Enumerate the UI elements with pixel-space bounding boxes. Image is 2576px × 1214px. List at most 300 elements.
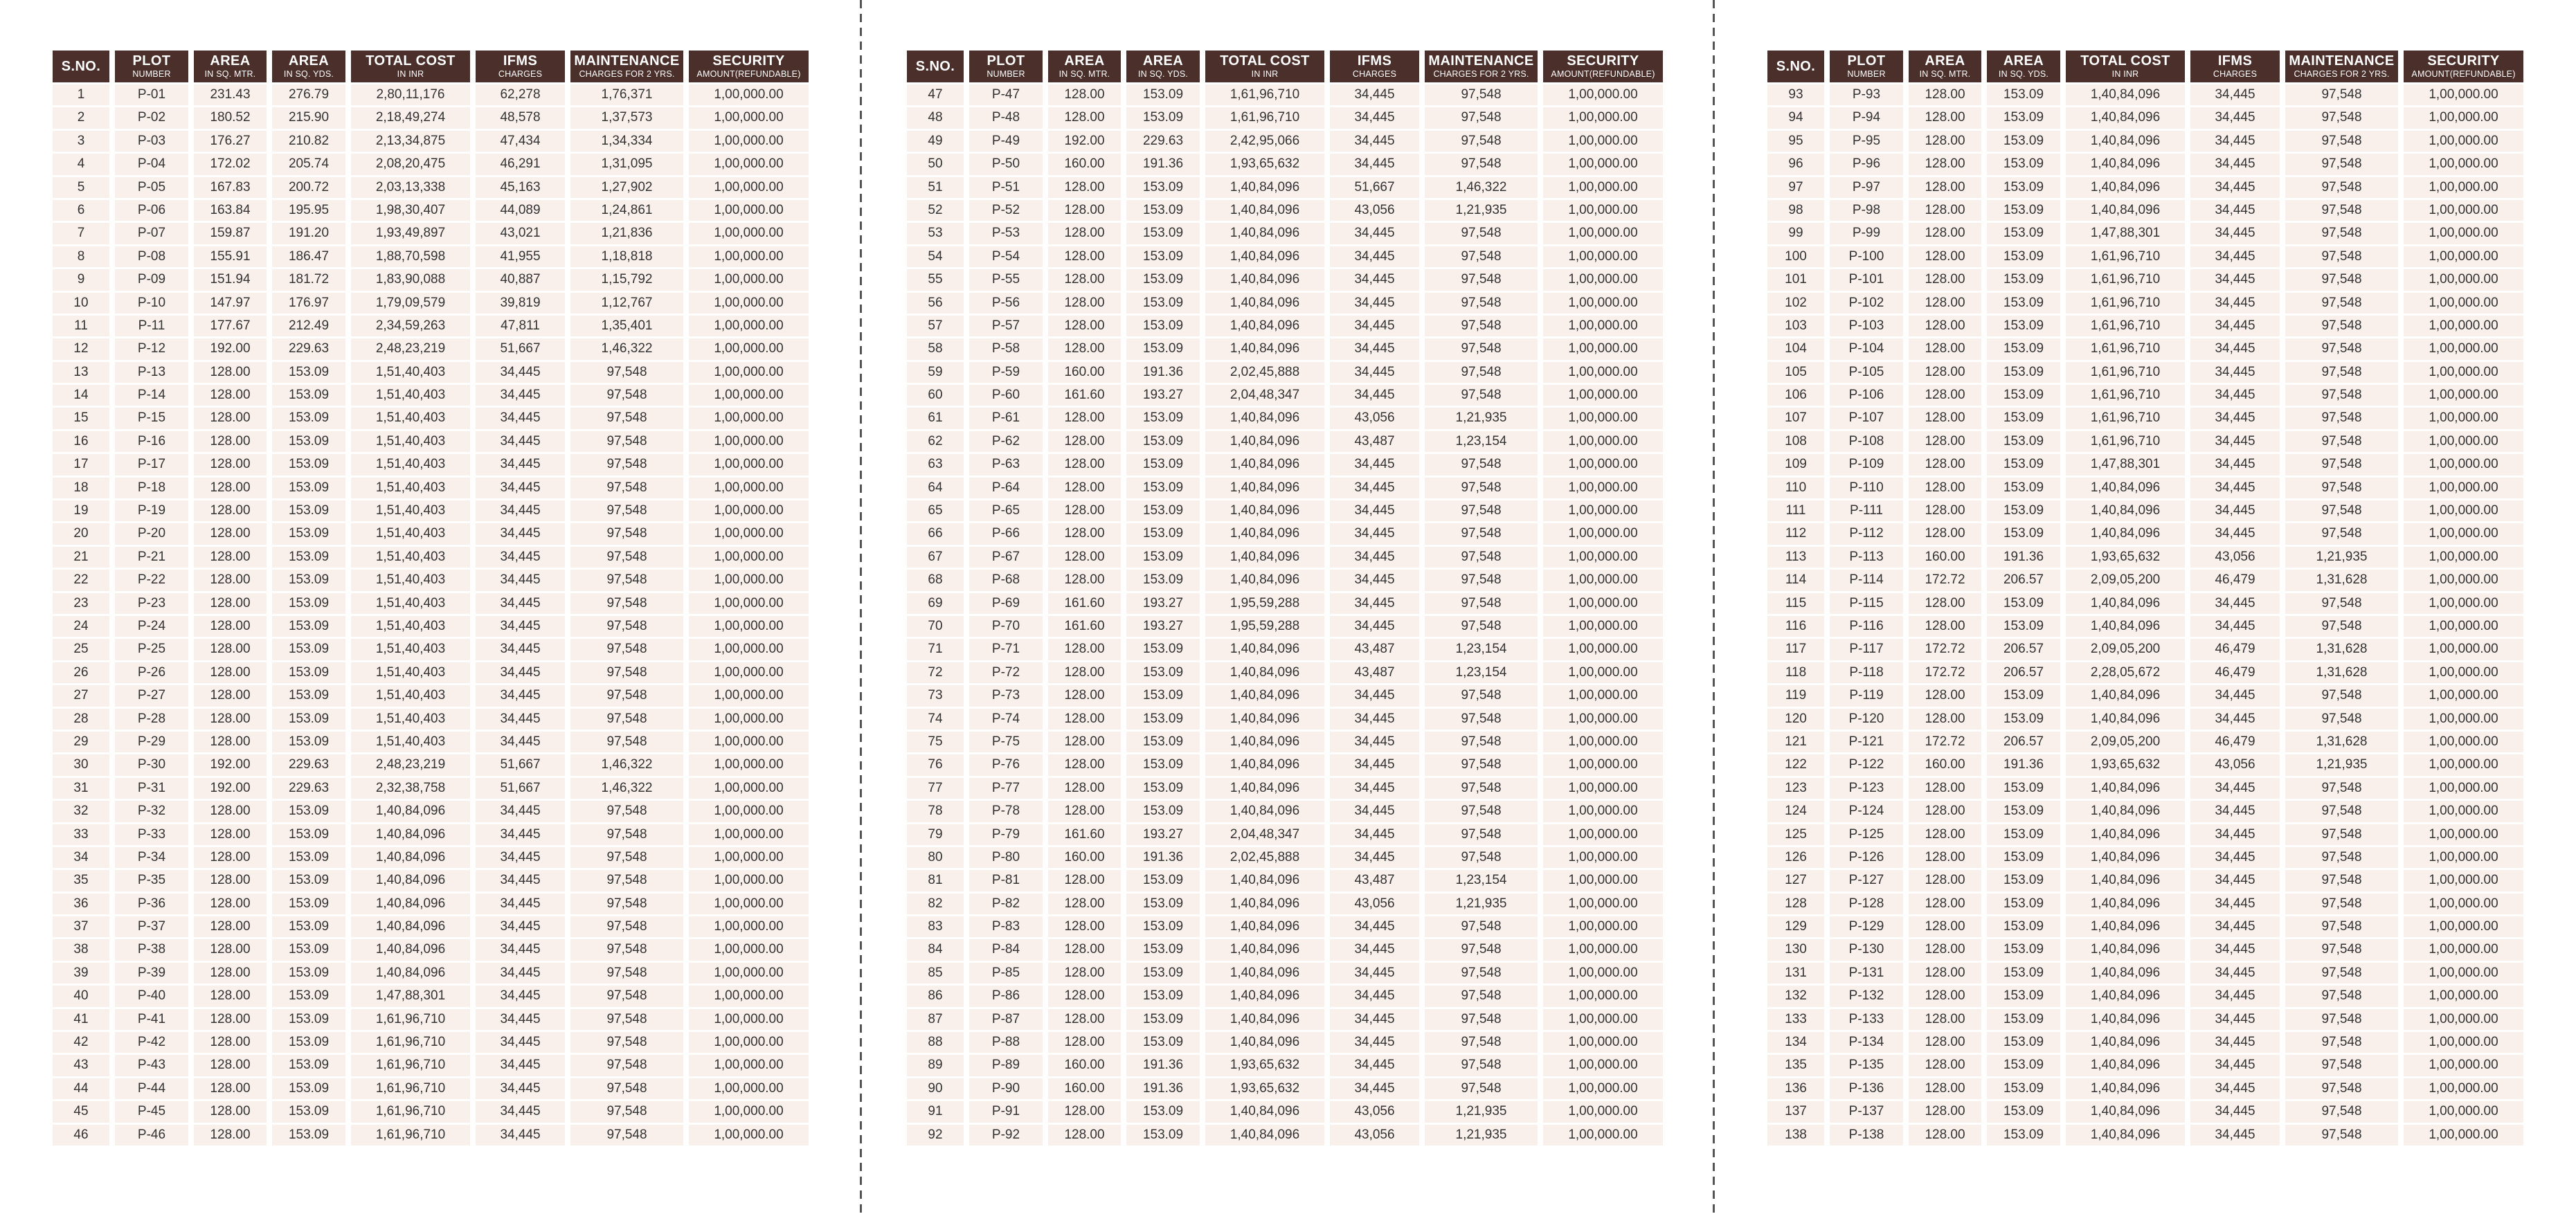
cell-ifms-charges: 34,445 [1330, 939, 1419, 960]
cell-total-cost: 1,61,96,710 [1205, 107, 1324, 128]
cell-area-sq-yds: 176.97 [272, 293, 345, 314]
cell-maintenance-charges: 97,548 [2285, 154, 2398, 174]
cell-plot-number: P-03 [115, 131, 188, 152]
cell-sno: 39 [53, 963, 109, 984]
cell-plot-number: P-04 [115, 154, 188, 174]
cell-security-amount: 1,00,000.00 [689, 1078, 809, 1099]
cell-maintenance-charges: 1,24,861 [570, 200, 683, 221]
cell-security-amount: 1,00,000.00 [689, 1101, 809, 1122]
cell-area-sq-mtr: 128.00 [194, 709, 267, 730]
cell-total-cost: 1,47,88,301 [2066, 223, 2185, 244]
cell-ifms-charges: 34,445 [2190, 454, 2280, 475]
cell-area-sq-mtr: 128.00 [1909, 709, 1981, 730]
cell-maintenance-charges: 97,548 [2285, 847, 2398, 868]
cell-sno: 98 [1767, 200, 1824, 221]
cell-ifms-charges: 34,445 [1330, 824, 1419, 845]
cell-plot-number: P-85 [969, 963, 1043, 984]
cell-area-sq-yds: 153.09 [1987, 1101, 2060, 1122]
cell-security-amount: 1,00,000.00 [689, 616, 809, 637]
cell-area-sq-mtr: 128.00 [1909, 986, 1981, 1006]
cell-area-sq-mtr: 128.00 [1048, 478, 1121, 498]
cell-plot-number: P-59 [969, 362, 1043, 383]
cell-plot-number: P-44 [115, 1078, 188, 1099]
cell-plot-number: P-127 [1830, 870, 1903, 891]
cell-security-amount: 1,00,000.00 [689, 1125, 809, 1145]
column-header-title: PLOT [132, 53, 171, 69]
cell-security-amount: 1,00,000.00 [2404, 1101, 2523, 1122]
cell-maintenance-charges: 97,548 [1425, 754, 1538, 775]
cell-sno: 7 [53, 223, 109, 244]
cell-area-sq-mtr: 128.00 [1048, 523, 1121, 544]
cell-plot-number: P-94 [1830, 107, 1903, 128]
cell-ifms-charges: 34,445 [2190, 131, 2280, 152]
cell-area-sq-yds: 153.09 [1987, 177, 2060, 198]
cell-maintenance-charges: 97,548 [2285, 801, 2398, 822]
cell-maintenance-charges: 97,548 [2285, 246, 2398, 267]
cell-maintenance-charges: 97,548 [2285, 1009, 2398, 1030]
cell-sno: 75 [907, 732, 964, 752]
cell-area-sq-mtr: 128.00 [1048, 1101, 1121, 1122]
cell-security-amount: 1,00,000.00 [2404, 870, 2523, 891]
cell-sno: 56 [907, 293, 964, 314]
cell-security-amount: 1,00,000.00 [689, 824, 809, 845]
cell-ifms-charges: 43,056 [1330, 200, 1419, 221]
cell-area-sq-yds: 153.09 [1987, 131, 2060, 152]
cell-sno: 81 [907, 870, 964, 891]
cell-sno: 109 [1767, 454, 1824, 475]
cell-security-amount: 1,00,000.00 [1543, 154, 1663, 174]
cell-total-cost: 1,61,96,710 [2066, 431, 2185, 452]
cell-area-sq-yds: 206.57 [1987, 570, 2060, 590]
cell-total-cost: 1,51,40,403 [351, 431, 470, 452]
cell-area-sq-mtr: 128.00 [1909, 200, 1981, 221]
cell-area-sq-yds: 153.09 [272, 431, 345, 452]
cell-maintenance-charges: 97,548 [2285, 84, 2398, 105]
column-header-title: IFMS [2217, 53, 2253, 69]
cell-plot-number: P-28 [115, 709, 188, 730]
cell-total-cost: 1,40,84,096 [1205, 732, 1324, 752]
cell-area-sq-yds: 153.09 [272, 801, 345, 822]
cell-area-sq-yds: 153.09 [1987, 223, 2060, 244]
cell-ifms-charges: 34,445 [1330, 246, 1419, 267]
cell-area-sq-mtr: 163.84 [194, 200, 267, 221]
cell-area-sq-yds: 153.09 [272, 847, 345, 868]
cell-sno: 79 [907, 824, 964, 845]
column-header-subtitle: CHARGES [1352, 69, 1397, 80]
cell-maintenance-charges: 97,548 [570, 408, 683, 428]
cell-security-amount: 1,00,000.00 [1543, 1078, 1663, 1099]
cell-sno: 50 [907, 154, 964, 174]
cell-sno: 58 [907, 338, 964, 359]
cell-ifms-charges: 34,445 [476, 916, 565, 937]
cell-ifms-charges: 34,445 [476, 824, 565, 845]
cell-sno: 76 [907, 754, 964, 775]
cell-total-cost: 1,61,96,710 [351, 1078, 470, 1099]
cell-security-amount: 1,00,000.00 [1543, 385, 1663, 406]
column-header-title: S.NO. [1776, 59, 1816, 74]
cell-sno: 45 [53, 1101, 109, 1122]
cell-security-amount: 1,00,000.00 [1543, 801, 1663, 822]
cell-security-amount: 1,00,000.00 [2404, 685, 2523, 706]
cell-total-cost: 1,40,84,096 [1205, 293, 1324, 314]
cell-plot-number: P-115 [1830, 593, 1903, 614]
cell-area-sq-yds: 153.09 [1126, 870, 1200, 891]
cell-area-sq-yds: 153.09 [272, 894, 345, 914]
cell-ifms-charges: 45,163 [476, 177, 565, 198]
cell-total-cost: 1,40,84,096 [2066, 1009, 2185, 1030]
cell-sno: 20 [53, 523, 109, 544]
cell-plot-number: P-70 [969, 616, 1043, 637]
cell-security-amount: 1,00,000.00 [2404, 1078, 2523, 1099]
cell-security-amount: 1,00,000.00 [689, 1055, 809, 1076]
cell-sno: 118 [1767, 662, 1824, 683]
cell-ifms-charges: 34,445 [476, 1032, 565, 1053]
cell-ifms-charges: 34,445 [476, 894, 565, 914]
cell-plot-number: P-63 [969, 454, 1043, 475]
cell-total-cost: 1,40,84,096 [351, 847, 470, 868]
cell-total-cost: 1,98,30,407 [351, 200, 470, 221]
cell-area-sq-yds: 191.36 [1126, 362, 1200, 383]
cell-total-cost: 1,61,96,710 [2066, 408, 2185, 428]
cell-maintenance-charges: 97,548 [1425, 1032, 1538, 1053]
cell-total-cost: 1,40,84,096 [2066, 523, 2185, 544]
cell-security-amount: 1,00,000.00 [689, 362, 809, 383]
cell-maintenance-charges: 97,548 [570, 1009, 683, 1030]
cell-total-cost: 2,09,05,200 [2066, 570, 2185, 590]
cell-plot-number: P-48 [969, 107, 1043, 128]
cell-plot-number: P-137 [1830, 1101, 1903, 1122]
cell-ifms-charges: 34,445 [1330, 84, 1419, 105]
cell-security-amount: 1,00,000.00 [2404, 894, 2523, 914]
cell-total-cost: 1,40,84,096 [1205, 454, 1324, 475]
cell-ifms-charges: 34,445 [476, 1009, 565, 1030]
cell-ifms-charges: 34,445 [476, 500, 565, 521]
cell-security-amount: 1,00,000.00 [2404, 801, 2523, 822]
cell-security-amount: 1,00,000.00 [689, 847, 809, 868]
cell-ifms-charges: 34,445 [2190, 939, 2280, 960]
cell-maintenance-charges: 97,548 [2285, 894, 2398, 914]
cell-ifms-charges: 39,819 [476, 293, 565, 314]
cell-maintenance-charges: 1,27,902 [570, 177, 683, 198]
cell-total-cost: 1,40,84,096 [1205, 939, 1324, 960]
cell-security-amount: 1,00,000.00 [1543, 338, 1663, 359]
cell-maintenance-charges: 1,23,154 [1425, 870, 1538, 891]
cell-security-amount: 1,00,000.00 [689, 269, 809, 290]
cell-total-cost: 2,04,48,347 [1205, 385, 1324, 406]
cell-area-sq-yds: 153.09 [1126, 523, 1200, 544]
cell-ifms-charges: 47,434 [476, 131, 565, 152]
cell-maintenance-charges: 97,548 [2285, 939, 2398, 960]
cell-maintenance-charges: 97,548 [2285, 177, 2398, 198]
cell-ifms-charges: 34,445 [1330, 732, 1419, 752]
cell-plot-number: P-31 [115, 778, 188, 799]
cell-area-sq-mtr: 128.00 [194, 894, 267, 914]
cell-security-amount: 1,00,000.00 [1543, 593, 1663, 614]
cell-ifms-charges: 34,445 [2190, 1009, 2280, 1030]
cell-maintenance-charges: 97,548 [570, 454, 683, 475]
cell-maintenance-charges: 1,31,628 [2285, 732, 2398, 752]
cell-area-sq-yds: 200.72 [272, 177, 345, 198]
cell-security-amount: 1,00,000.00 [689, 1032, 809, 1053]
cell-security-amount: 1,00,000.00 [1543, 963, 1663, 984]
cell-plot-number: P-19 [115, 500, 188, 521]
cell-maintenance-charges: 1,21,836 [570, 223, 683, 244]
cell-total-cost: 1,40,84,096 [2066, 1055, 2185, 1076]
cell-area-sq-mtr: 128.00 [1048, 177, 1121, 198]
cell-area-sq-mtr: 128.00 [194, 385, 267, 406]
cell-area-sq-mtr: 128.00 [194, 870, 267, 891]
cell-ifms-charges: 34,445 [1330, 916, 1419, 937]
cell-area-sq-yds: 229.63 [272, 754, 345, 775]
cell-total-cost: 1,61,96,710 [2066, 338, 2185, 359]
cell-maintenance-charges: 97,548 [2285, 986, 2398, 1006]
cell-total-cost: 1,40,84,096 [1205, 223, 1324, 244]
cell-plot-number: P-37 [115, 916, 188, 937]
cell-area-sq-yds: 153.09 [272, 824, 345, 845]
cell-total-cost: 2,48,23,219 [351, 338, 470, 359]
cell-maintenance-charges: 97,548 [570, 385, 683, 406]
cell-area-sq-mtr: 128.00 [194, 1055, 267, 1076]
cell-total-cost: 2,28,05,672 [2066, 662, 2185, 683]
cell-security-amount: 1,00,000.00 [2404, 939, 2523, 960]
cell-total-cost: 1,40,84,096 [2066, 1125, 2185, 1145]
cell-area-sq-mtr: 128.00 [194, 431, 267, 452]
cell-total-cost: 1,40,84,096 [2066, 870, 2185, 891]
cell-sno: 83 [907, 916, 964, 937]
cell-total-cost: 1,40,84,096 [2066, 778, 2185, 799]
cell-area-sq-yds: 186.47 [272, 246, 345, 267]
cell-sno: 73 [907, 685, 964, 706]
cell-total-cost: 1,40,84,096 [1205, 963, 1324, 984]
cell-area-sq-yds: 153.09 [1987, 593, 2060, 614]
cell-ifms-charges: 34,445 [2190, 593, 2280, 614]
cell-plot-number: P-104 [1830, 338, 1903, 359]
cell-ifms-charges: 51,667 [476, 338, 565, 359]
cell-security-amount: 1,00,000.00 [689, 639, 809, 660]
cell-sno: 112 [1767, 523, 1824, 544]
cell-ifms-charges: 34,445 [1330, 547, 1419, 568]
cell-area-sq-yds: 153.09 [1987, 847, 2060, 868]
cell-total-cost: 1,40,84,096 [2066, 616, 2185, 637]
cell-plot-number: P-91 [969, 1101, 1043, 1122]
cell-area-sq-yds: 191.36 [1126, 1055, 1200, 1076]
cell-area-sq-mtr: 192.00 [1048, 131, 1121, 152]
cell-area-sq-yds: 153.09 [1987, 269, 2060, 290]
cell-plot-number: P-84 [969, 939, 1043, 960]
cell-area-sq-mtr: 128.00 [1909, 293, 1981, 314]
cell-plot-number: P-130 [1830, 939, 1903, 960]
cell-total-cost: 1,40,84,096 [2066, 1078, 2185, 1099]
cell-maintenance-charges: 97,548 [1425, 778, 1538, 799]
cell-total-cost: 1,93,49,897 [351, 223, 470, 244]
cell-plot-number: P-13 [115, 362, 188, 383]
cell-area-sq-mtr: 128.00 [194, 593, 267, 614]
cell-security-amount: 1,00,000.00 [1543, 824, 1663, 845]
cell-ifms-charges: 34,445 [1330, 154, 1419, 174]
cell-plot-number: P-10 [115, 293, 188, 314]
cell-area-sq-mtr: 128.00 [1048, 870, 1121, 891]
cell-area-sq-mtr: 128.00 [1048, 293, 1121, 314]
column-header-sno [53, 51, 109, 82]
cell-sno: 100 [1767, 246, 1824, 267]
cell-sno: 29 [53, 732, 109, 752]
cell-total-cost: 1,40,84,096 [2066, 177, 2185, 198]
cell-plot-number: P-47 [969, 84, 1043, 105]
cell-maintenance-charges: 97,548 [2285, 454, 2398, 475]
cell-area-sq-yds: 153.09 [1987, 107, 2060, 128]
cell-security-amount: 1,00,000.00 [2404, 847, 2523, 868]
cell-total-cost: 2,13,34,875 [351, 131, 470, 152]
cell-total-cost: 1,40,84,096 [1205, 685, 1324, 706]
cell-security-amount: 1,00,000.00 [1543, 500, 1663, 521]
cell-area-sq-mtr: 128.00 [1909, 593, 1981, 614]
cell-area-sq-mtr: 128.00 [1909, 1032, 1981, 1053]
cell-ifms-charges: 34,445 [2190, 847, 2280, 868]
cell-total-cost: 1,40,84,096 [2066, 1101, 2185, 1122]
cell-ifms-charges: 43,056 [1330, 408, 1419, 428]
cell-area-sq-mtr: 128.00 [1909, 246, 1981, 267]
cell-total-cost: 1,40,84,096 [2066, 894, 2185, 914]
cell-area-sq-mtr: 128.00 [194, 939, 267, 960]
cell-area-sq-mtr: 128.00 [1909, 824, 1981, 845]
cell-area-sq-yds: 153.09 [1987, 685, 2060, 706]
cell-security-amount: 1,00,000.00 [2404, 177, 2523, 198]
cell-plot-number: P-65 [969, 500, 1043, 521]
cell-sno: 133 [1767, 1009, 1824, 1030]
cell-plot-number: P-16 [115, 431, 188, 452]
cell-area-sq-yds: 153.09 [1987, 824, 2060, 845]
cell-security-amount: 1,00,000.00 [689, 986, 809, 1006]
cell-ifms-charges: 34,445 [2190, 177, 2280, 198]
cell-total-cost: 1,40,84,096 [1205, 754, 1324, 775]
cell-area-sq-yds: 153.09 [1987, 454, 2060, 475]
cell-ifms-charges: 34,445 [1330, 847, 1419, 868]
cell-security-amount: 1,00,000.00 [1543, 177, 1663, 198]
cell-area-sq-yds: 153.09 [1987, 963, 2060, 984]
cell-sno: 12 [53, 338, 109, 359]
cell-plot-number: P-08 [115, 246, 188, 267]
cell-total-cost: 1,40,84,096 [2066, 154, 2185, 174]
cell-sno: 128 [1767, 894, 1824, 914]
cell-plot-number: P-128 [1830, 894, 1903, 914]
cell-maintenance-charges: 1,21,935 [2285, 754, 2398, 775]
cell-area-sq-mtr: 128.00 [1048, 454, 1121, 475]
cell-maintenance-charges: 1,31,095 [570, 154, 683, 174]
cell-sno: 31 [53, 778, 109, 799]
cell-maintenance-charges: 97,548 [1425, 131, 1538, 152]
column-header-area-sq-yds [272, 51, 345, 82]
cell-security-amount: 1,00,000.00 [2404, 570, 2523, 590]
cell-area-sq-mtr: 128.00 [1909, 223, 1981, 244]
column-header-title: PLOT [987, 53, 1025, 69]
cell-area-sq-yds: 215.90 [272, 107, 345, 128]
cell-plot-number: P-49 [969, 131, 1043, 152]
cell-sno: 5 [53, 177, 109, 198]
cell-area-sq-yds: 153.09 [1126, 570, 1200, 590]
cell-maintenance-charges: 1,23,154 [1425, 662, 1538, 683]
cell-maintenance-charges: 1,15,792 [570, 269, 683, 290]
cell-ifms-charges: 34,445 [476, 732, 565, 752]
cell-sno: 2 [53, 107, 109, 128]
cell-area-sq-yds: 153.09 [1987, 478, 2060, 498]
cell-total-cost: 1,51,40,403 [351, 639, 470, 660]
cell-area-sq-mtr: 128.00 [194, 1125, 267, 1145]
cell-area-sq-mtr: 128.00 [1909, 316, 1981, 336]
cell-sno: 138 [1767, 1125, 1824, 1145]
cell-total-cost: 1,40,84,096 [1205, 1009, 1324, 1030]
cell-plot-number: P-98 [1830, 200, 1903, 221]
cell-area-sq-yds: 153.09 [272, 963, 345, 984]
cell-area-sq-mtr: 160.00 [1909, 547, 1981, 568]
column-header-subtitle: AMOUNT(REFUNDABLE) [1551, 69, 1655, 80]
cell-sno: 65 [907, 500, 964, 521]
cell-total-cost: 1,93,65,632 [1205, 1078, 1324, 1099]
cell-security-amount: 1,00,000.00 [689, 338, 809, 359]
cell-ifms-charges: 34,445 [2190, 293, 2280, 314]
cell-maintenance-charges: 1,23,154 [1425, 431, 1538, 452]
cell-maintenance-charges: 97,548 [1425, 616, 1538, 637]
cell-total-cost: 2,03,13,338 [351, 177, 470, 198]
cell-sno: 34 [53, 847, 109, 868]
cell-sno: 82 [907, 894, 964, 914]
cell-area-sq-yds: 276.79 [272, 84, 345, 105]
cell-maintenance-charges: 97,548 [2285, 593, 2398, 614]
cell-total-cost: 1,61,96,710 [351, 1009, 470, 1030]
cell-security-amount: 1,00,000.00 [1543, 1032, 1663, 1053]
cell-area-sq-yds: 153.09 [272, 570, 345, 590]
cell-plot-number: P-113 [1830, 547, 1903, 568]
cell-total-cost: 1,40,84,096 [1205, 523, 1324, 544]
column-header-subtitle: NUMBER [132, 69, 171, 80]
cell-total-cost: 1,40,84,096 [2066, 685, 2185, 706]
cell-area-sq-yds: 153.09 [1126, 84, 1200, 105]
cell-security-amount: 1,00,000.00 [2404, 200, 2523, 221]
cell-sno: 126 [1767, 847, 1824, 868]
cell-sno: 18 [53, 478, 109, 498]
cell-maintenance-charges: 1,12,767 [570, 293, 683, 314]
cell-plot-number: P-100 [1830, 246, 1903, 267]
cell-sno: 94 [1767, 107, 1824, 128]
cell-plot-number: P-32 [115, 801, 188, 822]
cell-plot-number: P-23 [115, 593, 188, 614]
cell-total-cost: 1,47,88,301 [351, 986, 470, 1006]
cell-ifms-charges: 34,445 [1330, 1032, 1419, 1053]
cell-ifms-charges: 34,445 [1330, 500, 1419, 521]
cell-area-sq-yds: 191.36 [1126, 1078, 1200, 1099]
cell-plot-number: P-95 [1830, 131, 1903, 152]
cell-plot-number: P-53 [969, 223, 1043, 244]
cell-total-cost: 1,61,96,710 [2066, 316, 2185, 336]
cell-ifms-charges: 34,445 [476, 616, 565, 637]
cell-total-cost: 1,95,59,288 [1205, 593, 1324, 614]
cell-sno: 114 [1767, 570, 1824, 590]
cell-area-sq-mtr: 128.00 [1048, 916, 1121, 937]
cell-sno: 125 [1767, 824, 1824, 845]
cell-maintenance-charges: 97,548 [570, 685, 683, 706]
column-header-subtitle: IN SQ. MTR. [204, 69, 256, 80]
cell-sno: 24 [53, 616, 109, 637]
cell-area-sq-yds: 153.09 [1987, 316, 2060, 336]
cell-area-sq-mtr: 128.00 [1909, 454, 1981, 475]
cell-security-amount: 1,00,000.00 [689, 293, 809, 314]
cell-total-cost: 1,40,84,096 [2066, 801, 2185, 822]
cell-area-sq-yds: 153.09 [272, 709, 345, 730]
cell-area-sq-yds: 153.09 [272, 362, 345, 383]
cell-sno: 11 [53, 316, 109, 336]
cell-ifms-charges: 34,445 [476, 570, 565, 590]
cell-area-sq-mtr: 176.27 [194, 131, 267, 152]
cell-sno: 97 [1767, 177, 1824, 198]
